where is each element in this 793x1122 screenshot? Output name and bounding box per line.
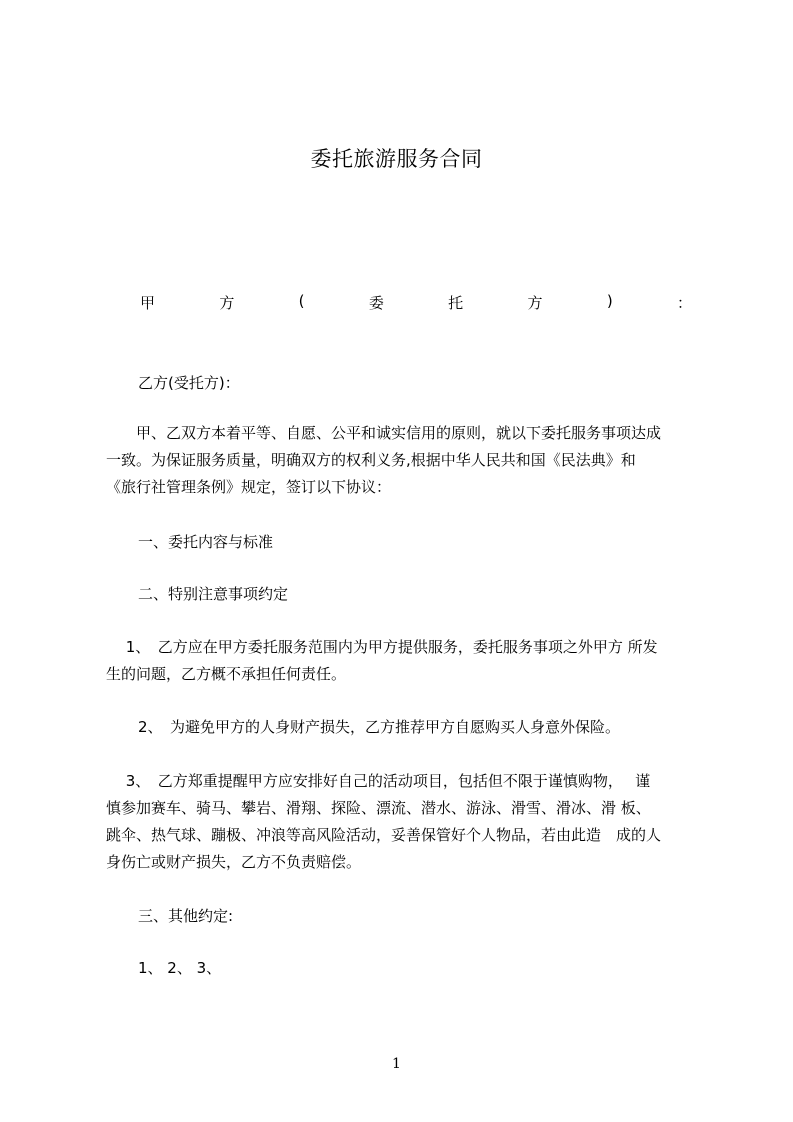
document-title: 委托旅游服务合同 [310,147,483,171]
item-1-paragraph [106,634,716,688]
intro-paragraph [106,420,716,501]
item-3-line: 身伤亡或财产损失，乙方不负责赔偿。 [106,853,362,871]
party-a-char: 方 [527,294,543,312]
intro-line: 《旅行社管理条例》规定，签订以下协议： [106,478,392,496]
item-2-text: 2、 为避免甲方的人身财产损失，乙方推荐甲方自愿购买人身意外保险。 [138,718,621,736]
party-b-label: 乙方(受托方)： [138,374,240,392]
intro-line: 一致。为保证服务质量，明确双方的权利义务,根据中华人民共和国《民法典》和 [106,451,636,469]
item-1-line: 生的问题，乙方概不承担任何责任。 [106,665,347,683]
section-3-heading: 三、其他约定: [138,907,234,925]
intro-line: 甲、乙双方本着平等、自愿、公平和诚实信用的原则，就以下委托服务事项达成 [106,424,662,442]
numbering-line: 1、 2、 3、 [138,959,222,977]
item-3-line: 3、 乙方郑重提醒甲方应安排好自己的活动项目，包括但不限于谨慎购物， 谨 [106,772,651,790]
item-1-line: 1、 乙方应在甲方委托服务范围内为甲方提供服务，委托服务事项之外甲方 所发 [106,638,658,656]
section-1-heading: 一、委托内容与标准 [138,533,274,551]
item-3-paragraph [106,768,716,876]
party-a-char: ： [676,294,692,312]
party-a-char: ) [606,292,613,310]
party-a-char: 委 [368,294,384,312]
section-2-heading: 二、特别注意事项约定 [138,585,289,603]
page-number: 1 [392,1056,401,1072]
party-a-char: 托 [448,294,464,312]
party-a-line [140,292,692,313]
item-3-line: 跳伞、热气球、蹦极、冲浪等高风险活动，妥善保管好个人物品，若由此造 成的人 [106,826,662,844]
item-3-line: 慎参加赛车、骑马、攀岩、滑翔、探险、漂流、潜水、游泳、滑雪、滑冰、滑 板、 [106,799,651,817]
party-a-char: 方 [219,294,235,312]
party-a-char: 甲 [140,294,156,312]
party-a-char: ( [298,292,305,310]
